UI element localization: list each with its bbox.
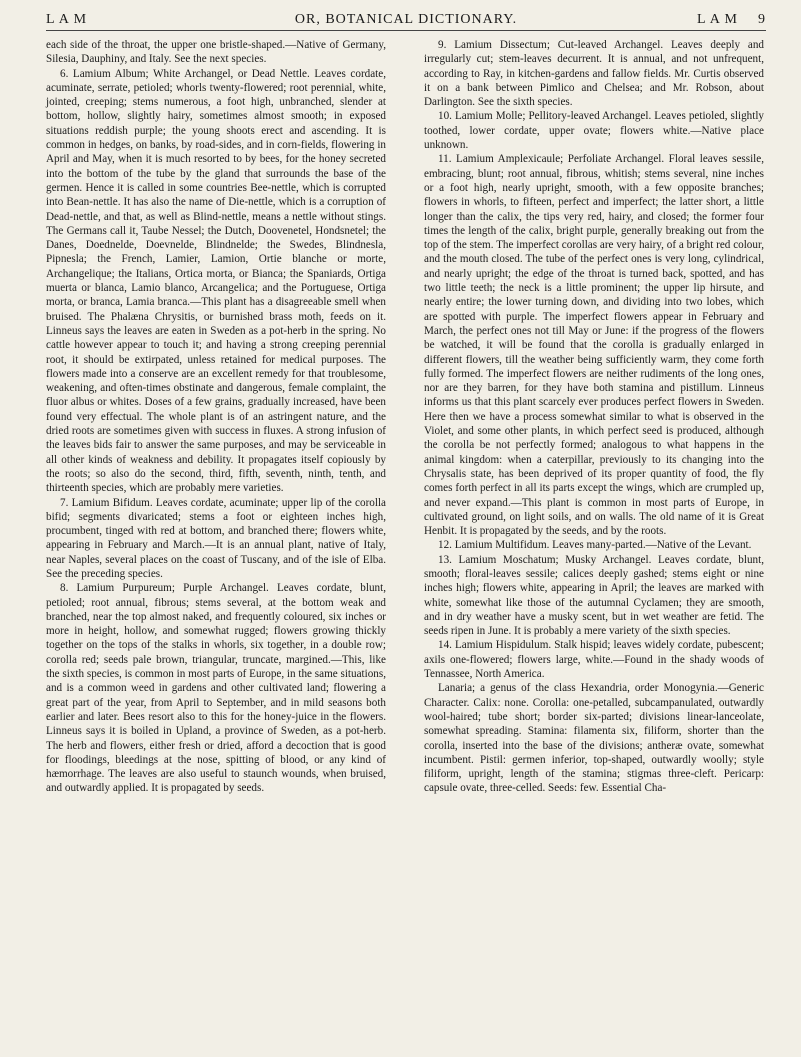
header-right-guideword: L A M [696, 12, 738, 27]
page-number: 9 [758, 12, 766, 27]
paragraph-lamium-purpureum: 8. Lamium Purpureum; Purple Archangel. Leaves cordate, blunt, petioled; root annual, fibrous; stems several, at the bottom weak and branched, near the top almost naked, and frequently coloured, six inches or more in height, hollow, and somewhat rugged; flowers growing thickly together on the tops of the stalks in whorls, six together, in a double row; corolla red; seeds pale brown, triangular, truncate, margined.—This, like the sixth species, is common in most parts of Europe, in the same situations, and is a common weed in gardens and other cultivated land; flowering a great part of the year, from April to September, and in mild seasons both earlier and later. Bees resort also to this for the honey-juice in the flowers. Linneus says it is boiled in Upland, a province of Sweden, as a pot-herb. The herb and flowers, either fresh or dried, afford a decoction that is good for floodings, bleedings at the nose, spitting of blood, or any kind of hæmorrhage. The leaves are also useful to staunch wounds, when bruised, and outwardly applied. It is propagated by seeds. [46, 582, 386, 795]
paragraph-lamium-bifidum: 7. Lamium Bifidum. Leaves cordate, acuminate; upper lip of the corolla bifid; segments divaricated; stems a foot or eighteen inches high, procumbent, tinged with red at bottom, and branched there; flowers white, appearing in February and March.—It is an annual plant, native of Italy, near Naples, several places on the coast of Tuscany, and of the isle of Elba. See the preceding species. [46, 496, 386, 580]
paragraph-lamium-multifidum: 12. Lamium Multifidum. Leaves many-parted.—Native of the Levant. [438, 539, 752, 552]
paragraph-lamium-moschatum: 13. Lamium Moschatum; Musky Archangel. Leaves cordate, blunt, smooth; floral-leaves sessile; calices deeply gashed; stems eight or nine inches high; flowers white, appearing in April; the leaves are marked with white, somewhat like those of the autumnal Cyclamen; they are smooth, and in dry weather have a musky scent, but in wet weather are fetid. The seeds ripen in June. It is probably a mere variety of the sixth species. [424, 553, 764, 638]
paragraph-lamium-hispidulum: 14. Lamium Hispidulum. Stalk hispid; leaves widely cordate, pubescent; axils one-flowered; flowers large, white.—Found in the shady woods of Tennassee, North America. [424, 639, 764, 681]
paragraph-lamium-molle: 10. Lamium Molle; Pellitory-leaved Archangel. Leaves petioled, slightly toothed, lower cordate, upper ovate; flowers white.—Native place unknown. [424, 110, 764, 152]
header-left-guideword: L A M [46, 12, 88, 27]
paragraph-lamium-dissectum: 9. Lamium Dissectum; Cut-leaved Archangel. Leaves deeply and irregularly cut; stem-leaves decurrent. It is annual, and not unfrequent, according to Ray, in kitchen-gardens and fallow fields. Mr. Curtis observed it on a bank between Pimlico and Chelsea; and Mr. Robson, about Darlington. See the sixth species. [424, 39, 764, 109]
paragraph-lamium-amplexicaule: 11. Lamium Amplexicaule; Perfoliate Archangel. Floral leaves sessile, embracing, blunt; root annual, fibrous, whitish; stems several, nine inches or a foot high, nearly upright, smooth, with a few opposite branches; flowers in whorls, to fifteen, perfect and imperfect; the latter short, a little longer than the calix, the tips very red, hairy, and closed; the former four times the length of the calix, bright purple, generally breaking out from the top of the stem. The imperfect corollas are very hairy, of a bright red colour, and the mouth closed. The tube of the perfect ones is very long, cylindrical, and nearly upright; the edge of the throat is turned back, spotted, and has two little teeth; the neck is a little prominent; the upper lip hirsute, and nearly entire; the lower turning down, and dividing into two lobes, which are spotted with purple. The imperfect flowers appear in February and March, the perfect ones not till May or June: if the progress of the flowers be watched, it will be found that the corolla is gradually enlarged in different flowers, till the weather being sufficiently warm, they come forth fully formed. The imperfect flowers are neither rudiments of the long ones, nor are they barren, for they have both stamina and pistillum. Linneus informs us that this plant scarcely ever produces perfect flowers in Sweden. Here then we have a process somewhat similar to what is observed in the Violet, and some other plants, in which perfect seed is produced, although the corolla be not perfectly formed; analogous to what happens in the animal kingdom: when a caterpillar, previously to its changing into the Chrysalis state, has been deprived of its proper quantity of food, the fly comes forth perfect in all its parts except the wings, which are crumpled up, and never expand.—This plant is common in most parts of Europe, in cultivated ground, on light soils, and on walls. The old name of it is Great Henbit. It is propagated by the seeds, and by the roots. [424, 153, 764, 538]
header-title: OR, BOTANICAL DICTIONARY. [294, 12, 518, 27]
paragraph: each side of the throat, the upper one bristle-shaped.—Native of Germany, Silesia, Dauphiny, and Italy. See the next species. [46, 39, 386, 66]
right-column [424, 38, 764, 796]
paragraph-lanaria: Lanaria; a genus of the class Hexandria, order Monogynia.—Generic Character. Calix: none. Corolla: one-petalled, subcampanulated, outwardly wool-haired; tube short; border six-parted; divisions linear-lanceolate, somewhat spreading. Stamina: filamenta six, filiform, shorter than the corolla, inserted into the base of the divisions; antheræ ovate, somewhat incumbent. Pistil: germen inferior, top-shaped, outwardly woolly; style filiform, upright, length of the stamina; stigmas three-cleft. Pericarp: capsule ovate, three-celled. Seeds: few. Essential Cha- [424, 682, 764, 795]
header-rule [46, 30, 766, 31]
left-column [46, 38, 386, 796]
paragraph-lamium-album: 6. Lamium Album; White Archangel, or Dead Nettle. Leaves cordate, acuminate, serrate, petioled; whorls twenty-flowered; root perennial, white, jointed, creeping; stems numerous, a foot high, unbranched, slender at bottom, hollow, slightly hairy, sometimes almost smooth; in exposed situations reddish purple; the young shoots erect and ascending. It is common in hedges, on banks, by road-sides, and in corn-fields, flowering in April and May, when it is much resorted to by bees, for the honey secreted into the bottom of the tube by the gland that surrounds the base of the germen. Hence it is called in some countries Bee-nettle, which is corrupted into Bean-nettle. It has also the name of Die-nettle, which is a corruption of Dead-nettle, and that, as well as Blind-nettle, means a nettle without stings. The Germans call it, Taube Nessel; the Dutch, Doovenetel, Hondsnetel; the Danes, Doednelde, Doevnelde, Blindnelde; the Swedes, Blindnesla, Pipnesla; the French, Lamier, Lamion, Ortie blanche or morte, Archangelique; the Italians, Ortica morta, or Bianca; the Spaniards, Ortiga muerta or blanca, Lamio blanco, Arcangelica; and the Portuguese, Ortiga morta, or branca, Lamia branca.—This plant has a disagreeable smell when bruised. The Phalæna Chrysitis, or burnished brass moth, feeds on it. Linneus says the leaves are eaten in Sweden as a pot-herb in the spring. No cattle however appear to touch it; and having a strong creeping perennial root, it should be extirpated, unless retained for medical purposes. The flowers made into a conserve are an excellent remedy for that troublesome, weakening, and often-times obstinate and dangerous, female complaint, the fluor albus or whites. Doses of a few grains, gradually increased, have been found very effectual. The whole plant is of an astringent nature, and the dried roots are sometimes given with success in fluxes. A strong infusion of the leaves bids fair to answer the same purposes, and may be serviceable in all other kinds of weakness and debility. It propagates itself copiously by the roots; so also do the second, third, fifth, seventh, ninth, tenth, and thirteenth species, which are probably mere varieties. [46, 67, 386, 495]
